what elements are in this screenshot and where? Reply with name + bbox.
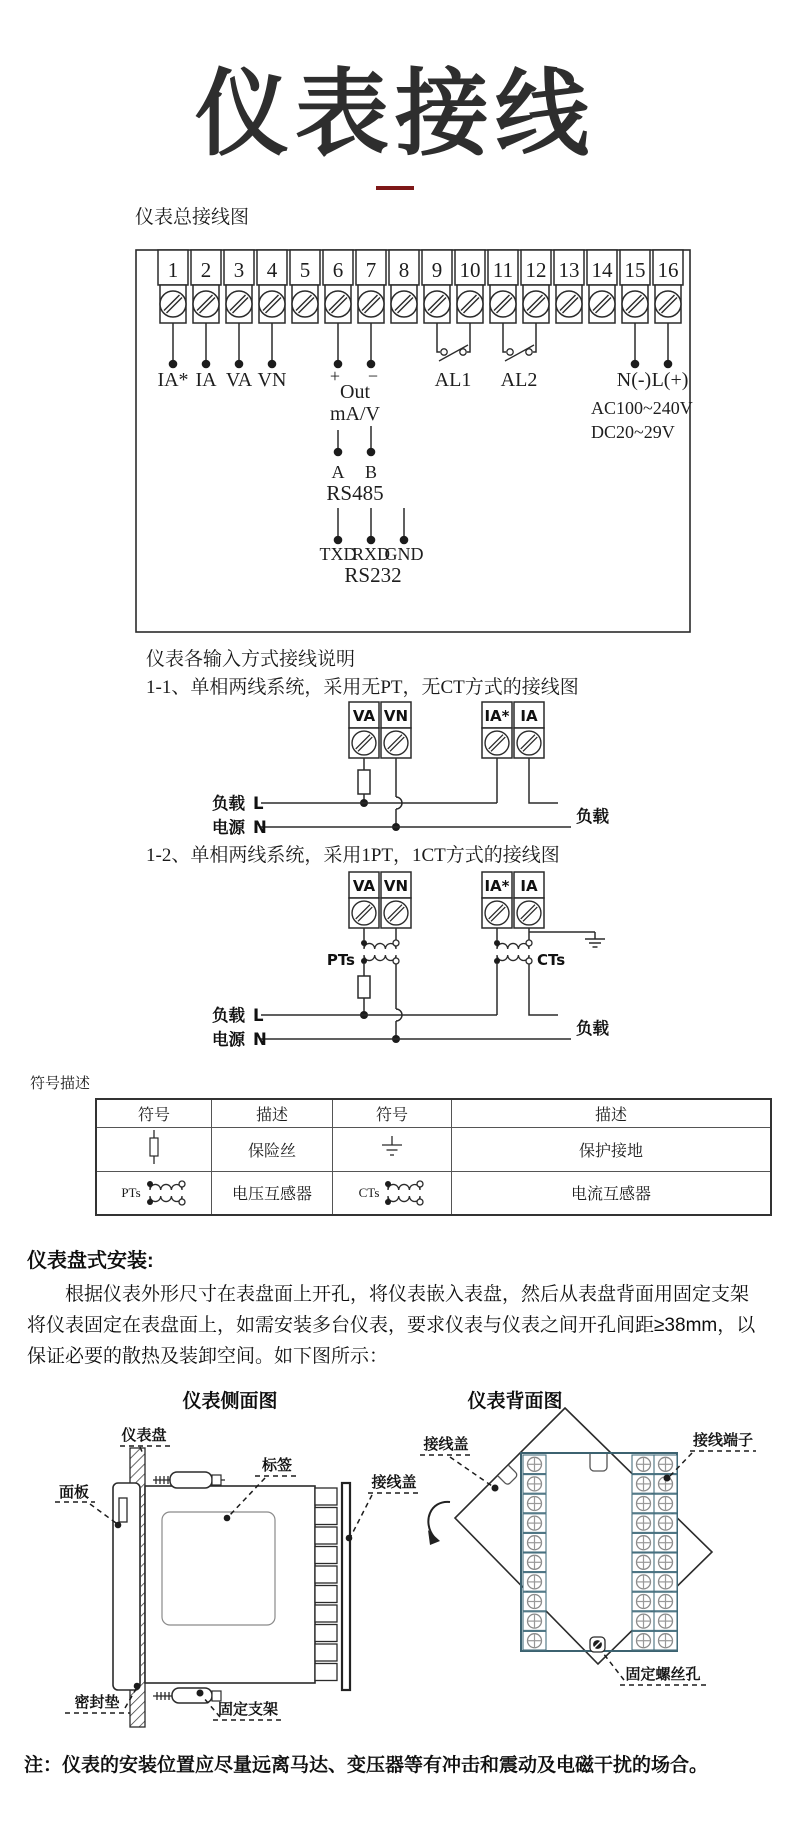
screw-icon (193, 291, 219, 317)
line-l-label: L (253, 1006, 264, 1025)
back-view-title: 仪表背面图 (467, 1391, 563, 1412)
terminal-cell (290, 250, 320, 323)
install-paragraph (27, 1280, 765, 1372)
terminal-number: 3 (233, 258, 245, 282)
power-n-label: N(-) (616, 369, 652, 391)
input-modes-heading: 仪表各输入方式接线说明 (146, 649, 356, 670)
terminal-number: 8 (398, 258, 410, 282)
screw-icon (517, 731, 541, 755)
cover-tab-left (498, 1465, 518, 1485)
terminal-cell (455, 250, 485, 323)
pt-desc-cell: 电压互感器 (212, 1171, 333, 1215)
wire-label-va: VA (225, 369, 253, 391)
screw-icon (226, 291, 252, 317)
mode1-terminals (349, 702, 544, 758)
terminal-number: 15 (624, 258, 646, 282)
rs232-wires (320, 508, 424, 587)
main-wiring-diagram (133, 240, 703, 640)
terminal-cover-bar (342, 1483, 350, 1690)
terminal-strip (158, 250, 683, 323)
terminal-cell (191, 250, 221, 323)
pts-label: PTs (326, 951, 355, 969)
terminal-cell (554, 250, 584, 323)
terminal-cell (323, 250, 353, 323)
ct-symbol-label: CTs (358, 1184, 380, 1200)
col-header-symbol: 符号 (333, 1099, 452, 1127)
vn-terminal-label: VN (383, 707, 409, 725)
screw-icon (490, 291, 516, 317)
mode2-diagram (133, 870, 753, 1052)
label-area (162, 1512, 275, 1625)
col-header-symbol: 符号 (96, 1099, 212, 1127)
load-right-label: 负载 (576, 807, 609, 826)
terminal-cell (224, 250, 254, 323)
install-paragraph-text: 根据仪表外形尺寸在表盘面上开孔，将仪表嵌入表盘，然后从表盘背面用固定支架将仪表固定在表盘面上，如需安装多台仪表，要求仪表与仪表之间开孔间距≥38mm，以保证必要的散热及装卸空间。如下图所示： (27, 1284, 756, 1367)
cover-tab-top (590, 1454, 607, 1471)
bottom-fixing-bracket (153, 1688, 221, 1703)
line-n-label: N (253, 1030, 267, 1049)
wire-label-ia-star: IA* (157, 369, 189, 391)
ct-transformer-icon (383, 1176, 425, 1210)
terminal-number: 13 (558, 258, 580, 282)
mode2-title: 1-2、单相两线系统，采用1PT，1CT方式的接线图 (146, 845, 560, 866)
ia-terminal-label: IA (520, 707, 538, 725)
dc-range-label: DC20~29V (591, 422, 675, 442)
terminal-number: 1 (167, 258, 179, 282)
ia-star-terminal-label: IA* (484, 707, 510, 725)
symbol-table (95, 1098, 772, 1216)
fixing-bracket-label: 固定支架 (217, 1700, 279, 1718)
screw-icon (589, 291, 615, 317)
screw-icon (384, 901, 408, 925)
screw-icon (523, 291, 549, 317)
panel-board-label: 仪表盘 (121, 1426, 167, 1444)
ct-transformer-symbol (494, 940, 532, 964)
terminal-cell (158, 250, 188, 323)
screw-icon (352, 731, 376, 755)
screw-icon (485, 901, 509, 925)
terminal-cell (257, 250, 287, 323)
screw-icon (325, 291, 351, 317)
terminal-cell (587, 250, 617, 323)
installation-diagrams (15, 1385, 790, 1745)
terminal-cell (488, 250, 518, 323)
load-right-label: 负载 (576, 1019, 609, 1038)
terminal-number: 16 (657, 258, 679, 282)
pt-transformer-icon (145, 1176, 187, 1210)
va-terminal-label: VA (352, 707, 376, 725)
terminal-number: 11 (492, 258, 514, 282)
terminal-column-right2 (654, 1455, 677, 1650)
source-label: 电源 (212, 1030, 245, 1049)
wire-label-vn: VN (257, 369, 287, 391)
mode1-wiring (212, 758, 610, 837)
wiring-cover-label: 接线盖 (423, 1435, 469, 1453)
load-label: 负载 (212, 794, 245, 813)
terminal-number: 9 (431, 258, 443, 282)
page-title: 仪表接线 (194, 61, 595, 166)
ia-star-terminal-label: IA* (484, 877, 510, 895)
alarm2-switch (501, 323, 538, 391)
terminal-cell (653, 250, 683, 323)
pt-symbol-cell (96, 1171, 212, 1215)
rs232-gnd-label: GND (384, 544, 424, 564)
fuse-icon (146, 1129, 162, 1165)
terminal-number: 7 (365, 258, 377, 282)
rs485-b-label: B (364, 462, 378, 482)
wiring-cover-label: 接线盖 (371, 1473, 417, 1491)
rotate-arrow-icon (428, 1502, 450, 1545)
mode1-title: 1-1、单相两线系统，采用无PT，无CT方式的接线图 (146, 677, 579, 698)
earth-icon (377, 1134, 407, 1160)
al2-label: AL2 (500, 369, 538, 391)
terminal-cell (422, 250, 452, 323)
front-panel-label: 面板 (58, 1483, 90, 1501)
screw-icon (160, 291, 186, 317)
seal-gasket-label: 密封垫 (74, 1693, 120, 1711)
screw-icon (352, 901, 376, 925)
pt-symbol-label: PTs (121, 1184, 141, 1200)
screw-icon (622, 291, 648, 317)
ct-symbol-cell (333, 1171, 452, 1215)
screw-hole-label: 固定螺丝孔 (625, 1665, 701, 1683)
out-unit-label: mA/V (330, 403, 380, 425)
screw-icon (292, 291, 318, 317)
screw-icon (655, 291, 681, 317)
fuse-symbol (358, 976, 370, 998)
rs232-txd-label: TXD (319, 544, 357, 564)
screw-icon (517, 901, 541, 925)
fuse-desc-cell: 保险丝 (212, 1127, 333, 1171)
rs485-a-label: A (331, 462, 345, 482)
wire-label-ia: IA (195, 369, 217, 391)
screw-icon (259, 291, 285, 317)
mode2-wiring (212, 928, 610, 1049)
screw-icon (424, 291, 450, 317)
ac-range-label: AC100~240V (591, 398, 693, 418)
source-label: 电源 (212, 818, 245, 837)
screw-icon (485, 731, 509, 755)
symbol-table-heading: 符号描述 (30, 1076, 91, 1092)
earth-symbol-cell (333, 1127, 452, 1171)
install-heading: 仪表盘式安装: (27, 1250, 154, 1272)
rs485-wires (326, 426, 383, 505)
mode2-terminals (349, 872, 544, 928)
pt-transformer-symbol (361, 940, 399, 964)
ct-desc-cell: 电流互感器 (452, 1171, 772, 1215)
earth-desc-cell: 保护接地 (452, 1127, 772, 1171)
fuse-symbol (358, 770, 370, 794)
rear-terminal-strip (315, 1488, 337, 1681)
power-l-label: L(+) (651, 369, 689, 391)
load-label: 负载 (212, 1006, 245, 1025)
screw-icon (391, 291, 417, 317)
terminal-number: 10 (459, 258, 481, 282)
rs232-rxd-label: RXD (351, 544, 391, 564)
main-diagram-heading: 仪表总接线图 (135, 207, 250, 228)
va-terminal-label: VA (352, 877, 376, 895)
installation-note: 注：仪表的安装位置应尽量远离马达、变压器等有冲击和震动及电磁干扰的场合。 (24, 1755, 709, 1776)
tag-label: 标签 (261, 1456, 293, 1474)
terminal-cell (620, 250, 650, 323)
terminal-cell (356, 250, 386, 323)
bottom-fixing-screw (590, 1637, 605, 1652)
out-label: Out (340, 381, 370, 403)
screw-icon (384, 731, 408, 755)
cts-label: CTs (537, 951, 566, 969)
power-wires (591, 323, 693, 442)
terminal-number: 12 (525, 258, 547, 282)
title-underline (376, 186, 414, 190)
terminal-cell (521, 250, 551, 323)
terminal-number: 4 (266, 258, 278, 282)
ia-terminal-label: IA (520, 877, 538, 895)
screw-icon (556, 291, 582, 317)
al1-label: AL1 (434, 369, 472, 391)
screw-icon (358, 291, 384, 317)
terminal-cell (389, 250, 419, 323)
terminal-number: 5 (299, 258, 311, 282)
screw-icon (457, 291, 483, 317)
side-view-diagram (55, 1426, 420, 1727)
input-wires (157, 323, 286, 391)
terminal-number: 14 (591, 258, 613, 282)
out-minus-label: − (367, 366, 379, 386)
col-header-desc: 描述 (212, 1099, 333, 1127)
terminal-column-right1 (632, 1455, 655, 1650)
terminal-number: 2 (200, 258, 212, 282)
terminal-number: 6 (332, 258, 344, 282)
terminal-label: 接线端子 (692, 1431, 754, 1449)
earth-symbol (585, 932, 605, 947)
analog-out-wires (330, 323, 381, 425)
alarm1-switch (435, 323, 472, 391)
side-view-title: 仪表侧面图 (182, 1391, 278, 1412)
line-n-label: N (253, 818, 267, 837)
back-view-diagram (420, 1408, 756, 1685)
fuse-symbol-cell (96, 1127, 212, 1171)
col-header-desc: 描述 (452, 1099, 772, 1127)
vn-terminal-label: VN (383, 877, 409, 895)
terminal-column-left (523, 1455, 546, 1650)
rs485-label: RS485 (326, 481, 384, 505)
mode1-diagram (133, 700, 753, 840)
line-l-label: L (253, 794, 264, 813)
rs232-label: RS232 (344, 563, 402, 587)
out-plus-label: + (329, 366, 341, 386)
